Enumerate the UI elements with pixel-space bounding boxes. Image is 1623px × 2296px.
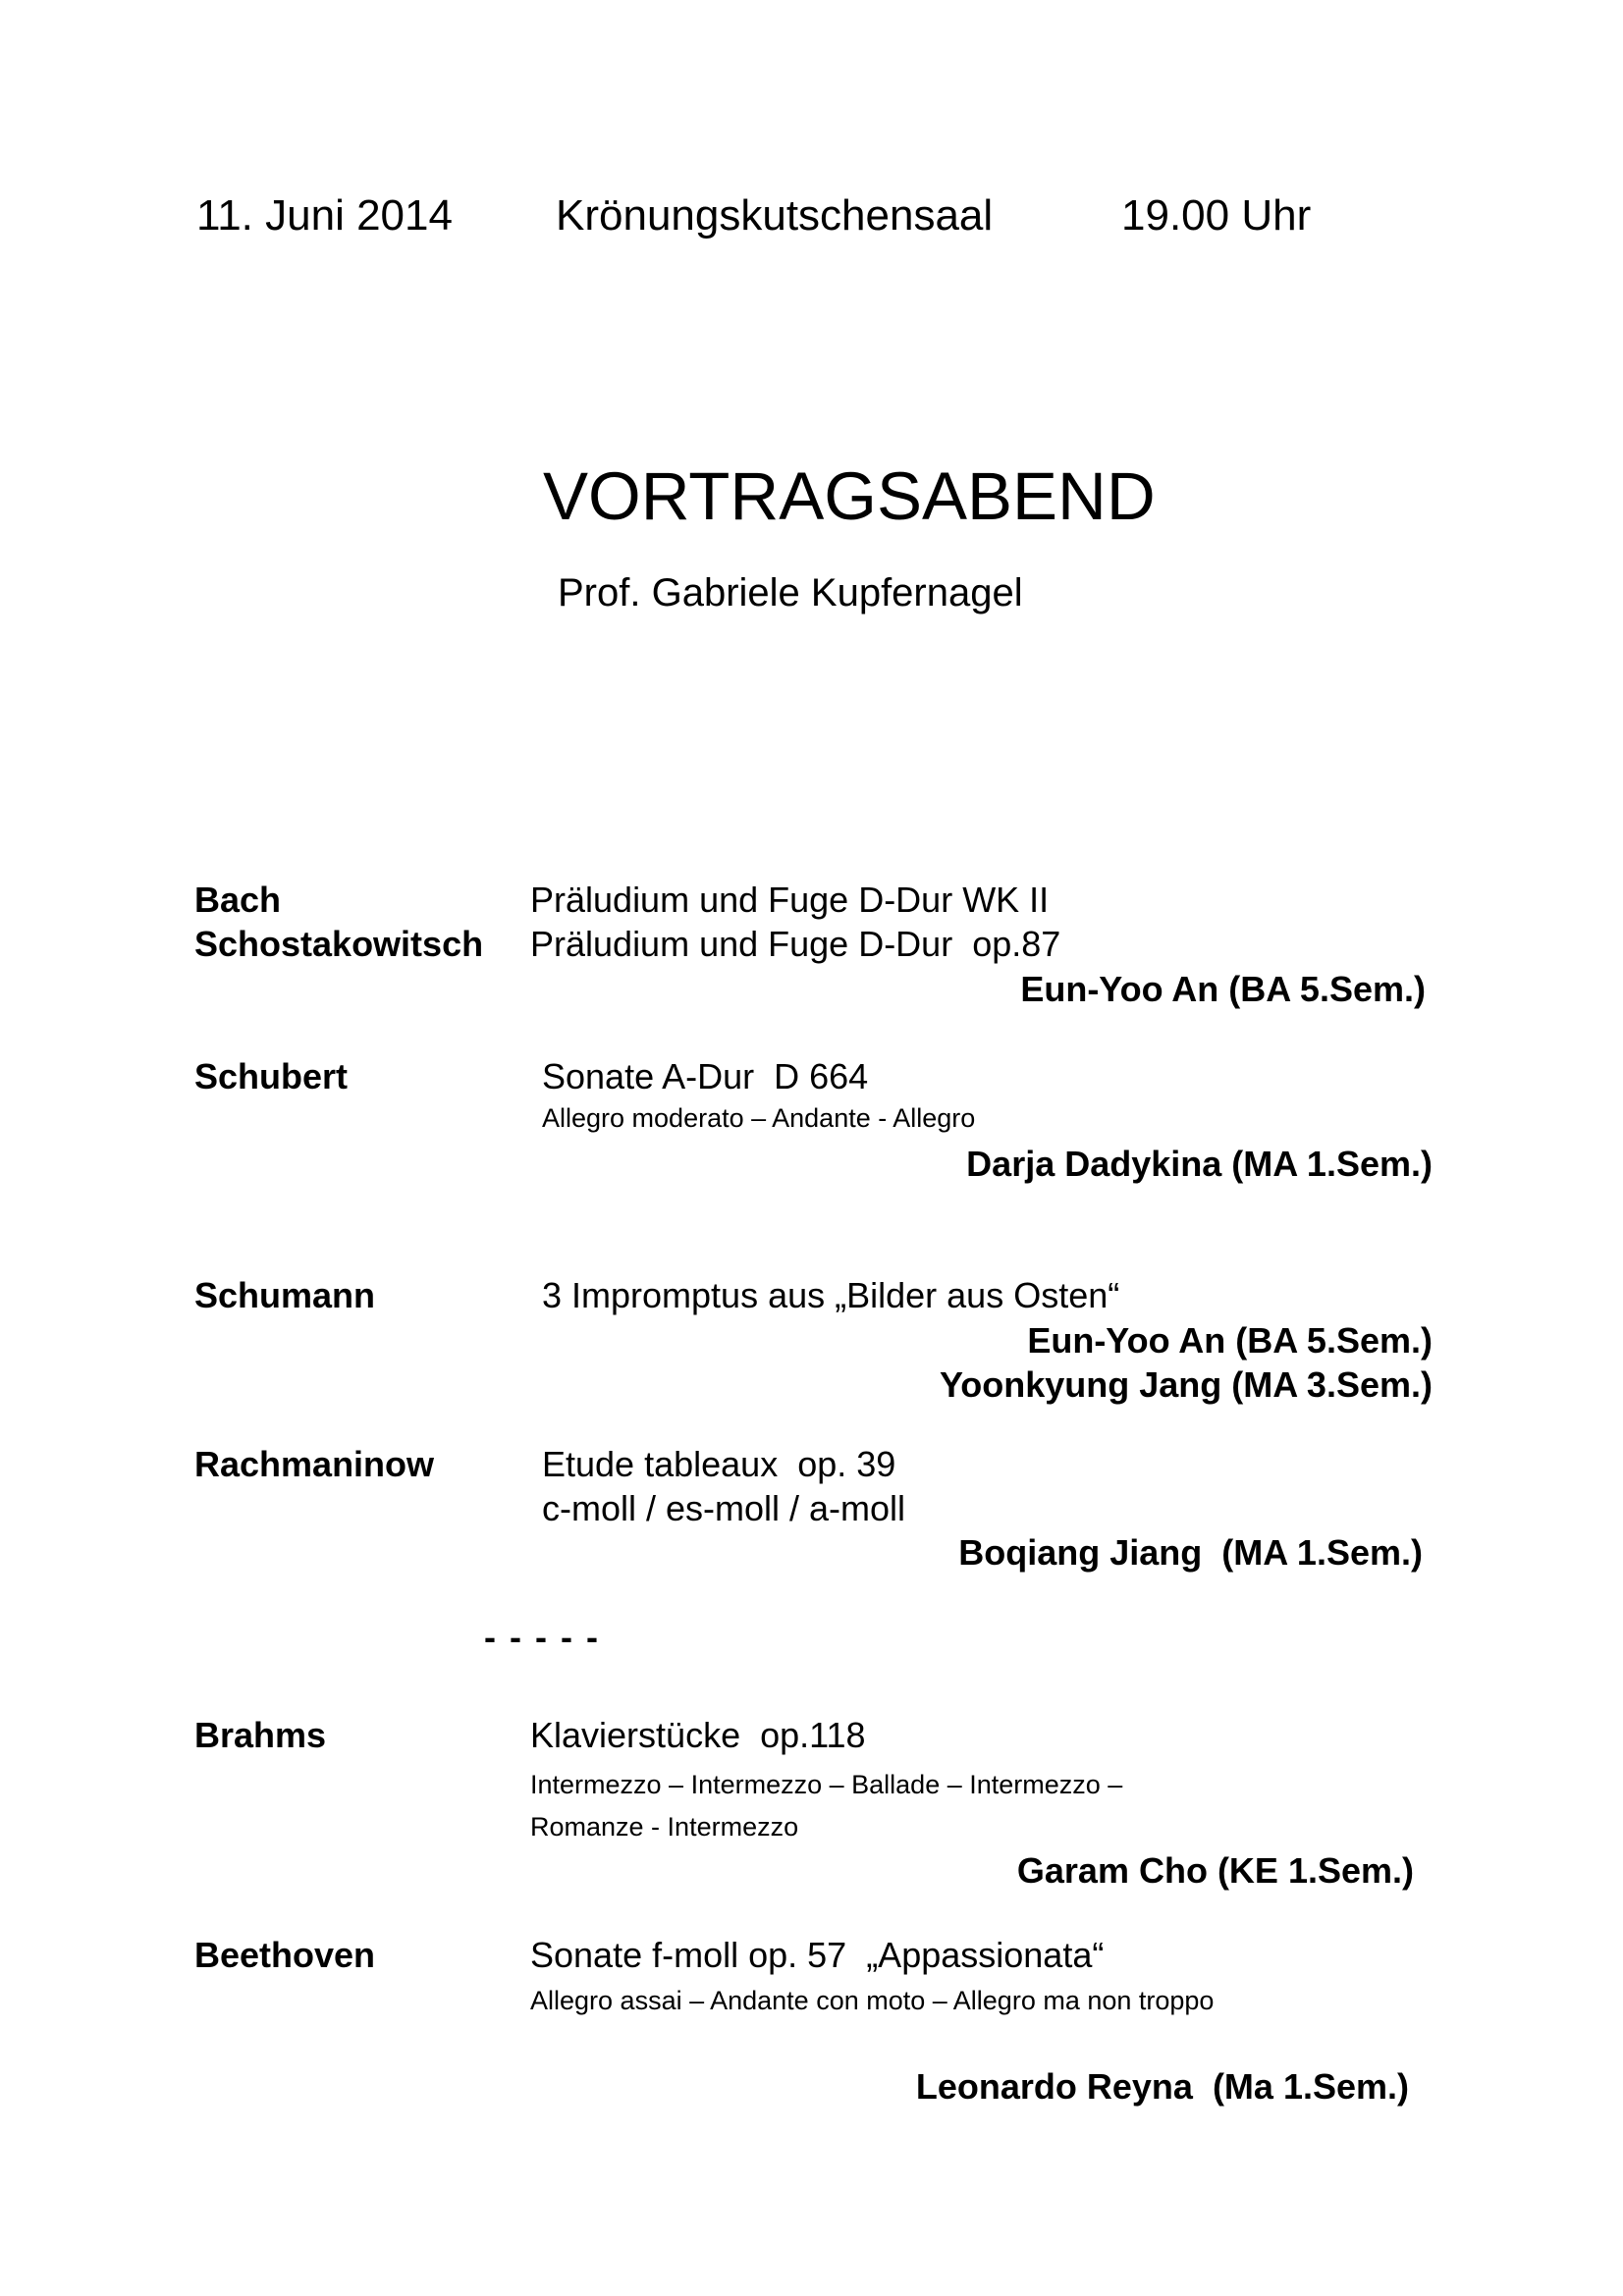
performer: Eun-Yoo An (BA 5.Sem.) <box>1027 1320 1433 1361</box>
composer: Rachmaninow <box>194 1444 435 1484</box>
intermission-separator: - - - - - <box>484 1617 600 1657</box>
composer: Brahms <box>194 1715 327 1755</box>
performer: Darja Dadykina (MA 1.Sem.) <box>966 1144 1433 1184</box>
concert-venue: Krönungskutschensaal <box>556 191 994 240</box>
performer: Garam Cho (KE 1.Sem.) <box>1016 1850 1414 1891</box>
page-subtitle: Prof. Gabriele Kupfernagel <box>558 571 1023 614</box>
work-movements: Romanze - Intermezzo <box>530 1812 799 1842</box>
page-title: VORTRAGSABEND <box>543 458 1156 534</box>
concert-time: 19.00 Uhr <box>1121 191 1312 240</box>
performer: Leonardo Reyna (Ma 1.Sem.) <box>915 2066 1409 2107</box>
work-title: 3 Impromptus aus „Bilder aus Osten“ <box>542 1275 1120 1315</box>
composer: Schubert <box>194 1056 349 1096</box>
work-title: Etude tableaux op. 39 <box>542 1444 896 1484</box>
work-title: Präludium und Fuge D-Dur WK II <box>530 880 1050 920</box>
work-title: Sonate f-moll op. 57 „Appassionata“ <box>530 1935 1105 1975</box>
work-movements: Allegro moderato – Andante - Allegro <box>542 1103 976 1133</box>
concert-date: 11. Juni 2014 <box>196 191 453 240</box>
performer: Eun-Yoo An (BA 5.Sem.) <box>1020 969 1426 1009</box>
composer: Bach <box>194 880 282 920</box>
composer: Schostakowitsch <box>194 924 484 964</box>
work-title: Präludium und Fuge D-Dur op.87 <box>530 924 1061 964</box>
composer: Schumann <box>194 1275 376 1315</box>
composer: Beethoven <box>194 1935 376 1975</box>
performer: Yoonkyung Jang (MA 3.Sem.) <box>939 1364 1433 1405</box>
work-movements: Allegro assai – Andante con moto – Allegro ma non troppo <box>530 1986 1215 2015</box>
work-movements: Intermezzo – Intermezzo – Ballade – Intermezzo – <box>530 1770 1123 1799</box>
work-title: Klavierstücke op.118 <box>530 1715 866 1755</box>
performer: Boqiang Jiang (MA 1.Sem.) <box>958 1532 1423 1573</box>
work-title: Sonate A-Dur D 664 <box>542 1056 869 1096</box>
work-keys: c-moll / es-moll / a-moll <box>542 1488 906 1528</box>
